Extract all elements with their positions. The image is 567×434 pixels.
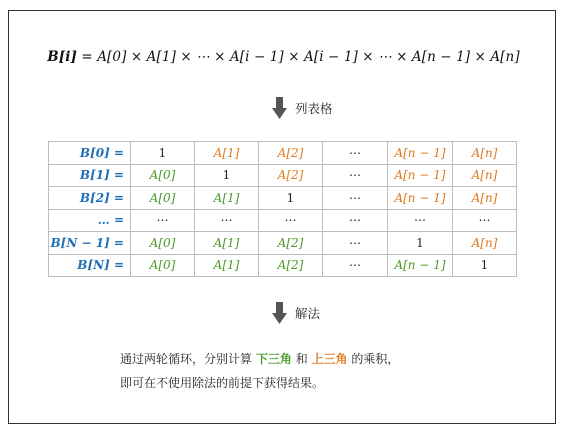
table-row (49, 142, 517, 165)
down-arrow-icon (272, 97, 287, 119)
explanation-line-1 (120, 347, 399, 371)
table-cell: A[n − 1] (388, 254, 453, 277)
table-cell: ⋯ (323, 164, 388, 187)
step-solution-label: 解法 (295, 306, 321, 321)
table-cell: ⋯ (131, 209, 195, 232)
table-cell: 1 (195, 164, 259, 187)
explanation-text-b: 的乘积， (351, 352, 400, 366)
table-cell: ⋯ (259, 209, 323, 232)
formula-rhs: = A[0] × A[1] × ⋯ × A[i − 1] × A[i − 1] × ⋯ × A[n − 1] × A[n] (77, 49, 520, 65)
table-cell: ⋯ (323, 209, 388, 232)
explanation (120, 347, 399, 395)
explanation-and: 和 (295, 352, 308, 366)
table-cell: A[2] (259, 164, 323, 187)
formula-lhs: B[i] (47, 49, 77, 65)
row-header: B[N] = (49, 254, 131, 277)
product-table (48, 141, 517, 277)
table-cell: 1 (259, 187, 323, 210)
table-cell: ⋯ (323, 187, 388, 210)
table-cell: 1 (453, 254, 517, 277)
step-list-table (272, 97, 333, 119)
table-cell: A[2] (259, 142, 323, 165)
table-cell: A[0] (131, 187, 195, 210)
table-cell: A[2] (259, 232, 323, 255)
table-cell: ⋯ (388, 209, 453, 232)
table-cell: A[1] (195, 142, 259, 165)
table-cell: A[0] (131, 254, 195, 277)
table-cell: A[2] (259, 254, 323, 277)
table-cell: ⋯ (323, 254, 388, 277)
lower-triangle-label: 下三角 (255, 352, 292, 366)
step-list-table-label: 列表格 (295, 101, 333, 116)
table-cell: A[1] (195, 187, 259, 210)
row-header: B[N − 1] = (49, 232, 131, 255)
table-cell: ⋯ (323, 142, 388, 165)
table-cell: A[n] (453, 187, 517, 210)
table-cell: A[1] (195, 254, 259, 277)
table-cell: ⋯ (195, 209, 259, 232)
table-cell: A[n − 1] (388, 164, 453, 187)
table-cell: 1 (388, 232, 453, 255)
down-arrow-icon (272, 302, 287, 324)
table-cell: ⋯ (323, 232, 388, 255)
explanation-text-a: 通过两轮循环，分别计算 (120, 352, 253, 366)
row-header: B[2] = (49, 187, 131, 210)
table-row (49, 254, 517, 277)
row-header: B[0] = (49, 142, 131, 165)
table-cell: 1 (131, 142, 195, 165)
table-cell: A[n] (453, 164, 517, 187)
table-cell: A[n] (453, 142, 517, 165)
table-cell: A[n − 1] (388, 142, 453, 165)
table-row (49, 232, 517, 255)
upper-triangle-label: 上三角 (311, 352, 348, 366)
table-cell: A[1] (195, 232, 259, 255)
table-cell: A[n] (453, 232, 517, 255)
row-header: B[1] = (49, 164, 131, 187)
table-cell: A[n − 1] (388, 187, 453, 210)
table-cell: ⋯ (453, 209, 517, 232)
explanation-line-2: 即可在不使用除法的前提下获得结果。 (120, 376, 325, 390)
step-solution (272, 302, 320, 324)
table-row (49, 164, 517, 187)
table-cell: A[0] (131, 232, 195, 255)
row-header: … = (49, 209, 131, 232)
table-row (49, 209, 517, 232)
table-cell: A[0] (131, 164, 195, 187)
table-row (49, 187, 517, 210)
formula (0, 49, 567, 65)
